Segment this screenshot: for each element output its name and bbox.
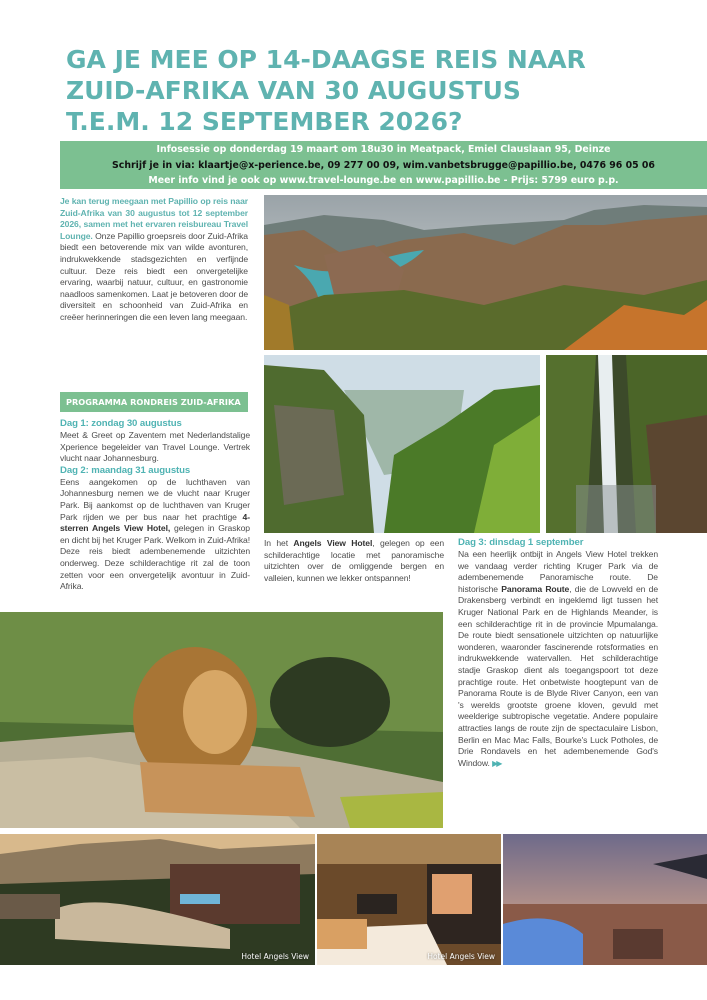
day2-hotel-bold: 4-sterren Angels View Hotel, xyxy=(60,511,250,534)
day3-text-b: , die de Lowveld en de Drakensberg verbindt en ingeklemd ligt tussen het Kruger National Park en de Highlands Meander, is een schilderachtige rit in de provincie Mpumalanga. De route biedt sensationele uitzichten op natuurlijke wonderen, waaronder fascinerende rotsformaties en indrukwekkende watervallen. Het schilderachtige stadje Graskop dient als toegangspoort tot deze prachtige route. Het onbetwiste hoogtepunt van de Panorama Route is de Blyde River Canyon, een van 's werelds grootste groene kloven, gevuld met weelderige subtropische vegetatie. Andere populaire attracties langs de route zijn de spectaculaire Lisbon, Berlin en Mac Mac Falls, Bourke's Luck Potholes, de Drie Rondavels en het adembenemende God's Window. xyxy=(458,583,659,768)
intro-text xyxy=(60,196,248,324)
more-info-price-line[interactable]: Meer info vind je ook op www.travel-lounge.be en www.papillio.be - Prijs: 5799 euro p.p. xyxy=(148,175,619,186)
photo-waterfall xyxy=(546,355,707,533)
info-session-line: Infosessie op donderdag 19 maart om 18u30 in Meatpack, Emiel Clauslaan 95, Deinze xyxy=(156,144,611,155)
day1-heading: Dag 1: zondag 30 augustus xyxy=(60,418,182,429)
day2-text-a: Eens aangekomen op de luchthaven van Johannesburg nemen we de vlucht naar Kruger Park. Bij aankomst op de luchthaven van Kruger Park rijden we per bus naar het prachtige xyxy=(60,476,250,522)
page-title xyxy=(66,44,696,137)
photo-hotel-pool xyxy=(503,834,707,965)
day2-continuation xyxy=(264,538,444,584)
title-line-2: ZUID-AFRIKA VAN 30 AUGUSTUS xyxy=(66,76,521,105)
photo-hotel-exterior xyxy=(0,834,315,965)
title-line-1: GA JE MEE OP 14-DAAGSE REIS NAAR xyxy=(66,45,586,74)
day3-text-a: Na een heerlijk ontbijt in Angels View Hotel trekken we vandaag verder richting Kruger Park via de adembenemende Panoramische route. De historische xyxy=(458,549,658,594)
intro-lead: Je kan terug meegaan met Papillio op reis naar Zuid-Afrika van 30 augustus tot 12 september 2026, samen met het ervaren reisbureau Travel Lounge. xyxy=(60,196,248,241)
signup-contact-line[interactable]: Schrijf je in via: klaartje@x-perience.be, 09 277 00 09, wim.vanbetsbrugge@papillio.be, 0476 96 05 06 xyxy=(112,159,655,171)
day3-route-bold: Panorama Route xyxy=(501,583,570,594)
double-arrow-right-icon: ▶▶ xyxy=(492,758,501,768)
photo-lion xyxy=(0,612,443,828)
photo-blyde-canyon xyxy=(264,195,707,350)
photo-hotel-bedroom xyxy=(317,834,501,965)
day1-text: Meet & Greet op Zaventem met Nederlandstalige Xperience begeleider van Travel Lounge. Vertrek vlucht naar Johannesburg. xyxy=(60,430,250,464)
day2-text-c: In het xyxy=(264,538,294,548)
caption-hotel-2: Hotel Angels View xyxy=(427,952,495,961)
day3-heading: Dag 3: dinsdag 1 september xyxy=(458,537,584,548)
caption-hotel-1: Hotel Angels View xyxy=(241,952,309,961)
photo-gods-window-gorge xyxy=(264,355,540,533)
intro-body: Onze Papillio groepsreis door Zuid-Afrika biedt een betoverende mix van wilde avonturen, indrukwekkende stadsgezichten en verfijnde cultuur. Deze reis biedt een onvergetelijke ervaring, waarbij natuur, cultuur, en gastronomie naadloos samenkomen. Laat je betoveren door de diversiteit en schoonheid van Zuid-Afrika en creëer herinneringen die een leven lang meegaan. xyxy=(60,230,248,322)
info-banner xyxy=(60,141,707,189)
programma-header: PROGRAMMA RONDREIS ZUID-AFRIKA xyxy=(60,392,248,412)
title-line-3: T.E.M. 12 SEPTEMBER 2026? xyxy=(66,107,463,136)
day2-text-b: gelegen in Graskop en dicht bij het Kruger Park. Welkom in Zuid-Afrika! Deze reis biedt adembenemende uitzichten onderweg. Deze schilderachtige rit zal de toon zetten voor een onvergetelijk avontuur in Zuid-Afrika. xyxy=(60,523,250,592)
day2-heading: Dag 2: maandag 31 augustus xyxy=(60,464,191,476)
day2-hotel-name-bold: Angels View Hotel xyxy=(293,538,373,548)
day2-text-d: , gelegen op een schilderachtige locatie met panoramische uitzichten over de omliggende bergen en valleien, kunnen we lekker ontspannen! xyxy=(264,538,445,583)
day3-column xyxy=(458,537,658,769)
days-left-column xyxy=(60,418,250,593)
